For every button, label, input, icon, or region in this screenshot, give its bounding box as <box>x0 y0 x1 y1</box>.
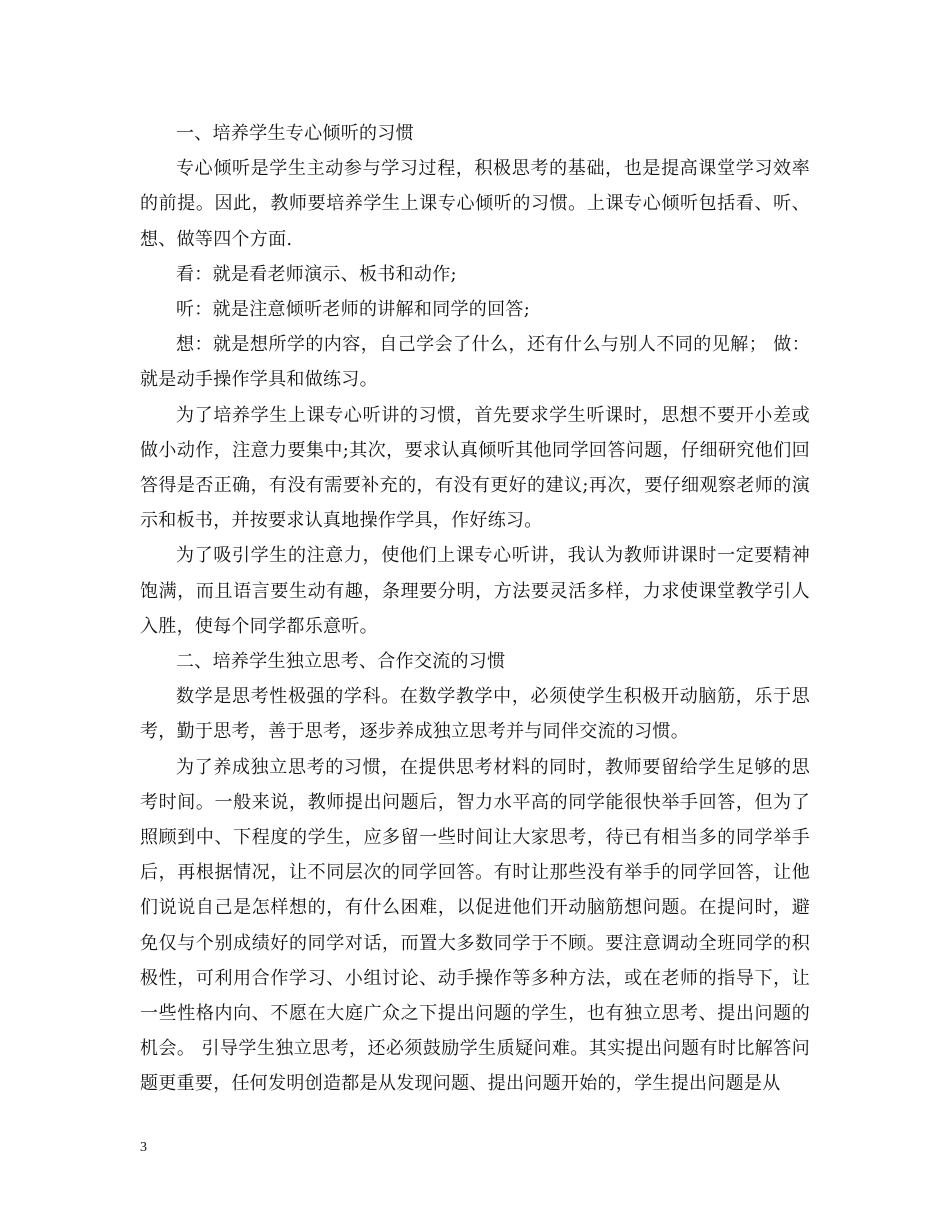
paragraph: 为了养成独立思考的习惯，在提供思考材料的同时，教师要留给学生足够的思考时间。一般来说，教师提出问题后，智力水平高的同学能很快举手回答，但为了照顾到中、下程度的学生，应多留一些时间让大家思考，待已有相当多的同学举手后，再根据情况，让不同层次的同学回答。有时让那些没有举手的同学回答，让他们说说自己是怎样想的，有什么困难，以促进他们开动脑筋想问题。在提问时，避免仅与个别成绩好的同学对话，而置大多数同学于不顾。要注意调动全班同学的积极性，可利用合作学习、小组讨论、动手操作等多种方法，或在老师的指导下，让一些性格内向、不愿在大庭广众之下提出问题的学生，也有独立思考、提出问题的机会。 引导学生独立思考，还必须鼓励学生质疑问难。其实提出问题有时比解答问题更重要，任何发明创造都是从发现问题、提出问题开始的，学生提出问题是从 <box>140 756 810 1095</box>
paragraph: 专心倾听是学生主动参与学习过程，积极思考的基础，也是提高课堂学习效率的前提。因此，教师要培养学生上课专心倾听的习惯。上课专心倾听包括看、听、想、做等四个方面. <box>140 158 810 250</box>
paragraph: 听：就是注意倾听老师的讲解和同学的回答; <box>176 299 531 321</box>
document-body <box>140 116 810 1102</box>
section-heading-2: 二、培养学生独立思考、合作交流的习惯 <box>176 651 506 673</box>
paragraph: 数学是思考性极强的学科。在数学教学中，必须使学生积极开动脑筋，乐于思考，勤于思考，善于思考，逐步养成独立思考并与同伴交流的习惯。 <box>140 686 810 743</box>
paragraph: 想：就是想所学的内容，自己学会了什么，还有什么与别人不同的见解； 做：就是动手操作学具和做练习。 <box>140 334 810 391</box>
paragraph: 看：就是看老师演示、板书和动作; <box>176 263 457 285</box>
paragraph: 为了培养学生上课专心听讲的习惯，首先要求学生听课时，思想不要开小差或做小动作，注意力要集中;其次，要求认真倾听其他同学回答问题，仔细研究他们回答得是否正确，有没有需要补充的，有没有更好的建议;再次，要仔细观察老师的演示和板书，并按要求认真地操作学具，作好练习。 <box>140 404 810 532</box>
paragraph: 为了吸引学生的注意力，使他们上课专心听讲，我认为教师讲课时一定要精神饱满，而且语言要生动有趣，条理要分明，方法要灵活多样，力求使课堂教学引人入胜，使每个同学都乐意听。 <box>140 545 810 637</box>
section-heading-1: 一、培养学生专心倾听的习惯 <box>176 123 414 144</box>
page-number: 3 <box>140 1140 147 1155</box>
